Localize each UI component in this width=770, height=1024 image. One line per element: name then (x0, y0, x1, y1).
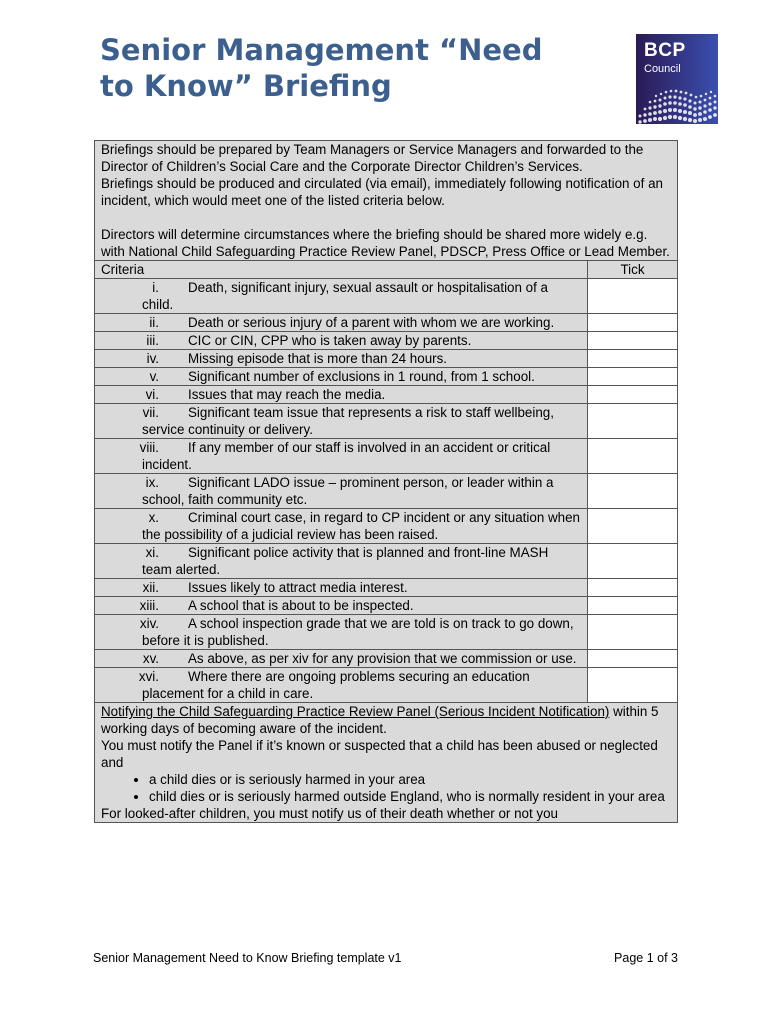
criteria-cell (95, 579, 588, 597)
briefing-table (94, 140, 678, 823)
criteria-row (95, 386, 678, 404)
intro-paragraph-3: Directors will determine circumstances where the briefing should be shared more widely e.g. with National Child Safeguarding Practice Review Panel, PDSCP, Press Office or Lead Member. (101, 227, 670, 259)
notify-heading-link: Notifying the Child Safeguarding Practice Review Panel (Serious Incident Notification) (101, 704, 610, 719)
criteria-row (95, 439, 678, 474)
tick-checkbox-cell[interactable] (588, 668, 678, 703)
notify-heading (101, 703, 671, 737)
criteria-row (95, 314, 678, 332)
tick-checkbox-cell[interactable] (588, 350, 678, 368)
criteria-number: x. (148, 510, 159, 525)
criteria-cell (95, 544, 588, 579)
criteria-header: Criteria (95, 261, 588, 279)
criteria-number: iv. (146, 351, 159, 366)
intro-paragraph-1: Briefings should be prepared by Team Managers or Service Managers and forwarded to the Director of Children’s Social Care and the Corporate Director Children’s Services. (101, 142, 644, 174)
criteria-text: Issues likely to attract media interest. (188, 580, 408, 595)
criteria-cell (95, 650, 588, 668)
criteria-text: Death or serious injury of a parent with whom we are working. (188, 315, 555, 330)
criteria-row (95, 668, 678, 703)
criteria-row (95, 615, 678, 650)
title-line-1: Senior Management “Need (100, 33, 543, 67)
tick-checkbox-cell[interactable] (588, 314, 678, 332)
criteria-number: i. (152, 280, 159, 295)
criteria-text: A school that is about to be inspected. (188, 598, 414, 613)
criteria-row (95, 279, 678, 314)
tick-checkbox-cell[interactable] (588, 279, 678, 314)
tick-checkbox-cell[interactable] (588, 597, 678, 615)
criteria-text: Issues that may reach the media. (188, 387, 386, 402)
criteria-cell (95, 615, 588, 650)
criteria-text: Significant LADO issue – prominent person, or leader within a school, faith community etc. (142, 475, 554, 507)
criteria-number: xi. (145, 545, 159, 560)
tick-checkbox-cell[interactable] (588, 509, 678, 544)
tick-checkbox-cell[interactable] (588, 368, 678, 386)
criteria-number: v. (149, 369, 159, 384)
tick-checkbox-cell[interactable] (588, 474, 678, 509)
criteria-number: vii. (142, 405, 159, 420)
criteria-cell (95, 350, 588, 368)
bcp-council-logo (636, 34, 718, 124)
criteria-cell (95, 597, 588, 615)
tick-checkbox-cell[interactable] (588, 650, 678, 668)
criteria-text: Significant number of exclusions in 1 round, from 1 school. (188, 369, 535, 384)
notify-row (95, 703, 678, 823)
criteria-number: ii. (149, 315, 159, 330)
criteria-cell (95, 332, 588, 350)
criteria-list (95, 279, 678, 703)
page-title (100, 32, 600, 104)
criteria-text: Where there are ongoing problems securing an education placement for a child in care. (142, 669, 530, 701)
criteria-cell (95, 279, 588, 314)
criteria-cell (95, 386, 588, 404)
criteria-row (95, 350, 678, 368)
criteria-header-row (95, 261, 678, 279)
criteria-text: A school inspection grade that we are told is on track to go down, before it is published. (142, 616, 574, 648)
tick-header: Tick (588, 261, 678, 279)
criteria-number: ix. (145, 475, 159, 490)
criteria-row (95, 579, 678, 597)
intro-row (95, 141, 678, 261)
tick-checkbox-cell[interactable] (588, 332, 678, 350)
notify-heading-rest: within 5 working days of becoming aware of the incident. (101, 704, 659, 736)
criteria-cell (95, 404, 588, 439)
tick-checkbox-cell[interactable] (588, 615, 678, 650)
criteria-cell (95, 509, 588, 544)
title-line-2: to Know” Briefing (100, 69, 392, 103)
criteria-cell (95, 474, 588, 509)
criteria-cell (95, 439, 588, 474)
criteria-row (95, 368, 678, 386)
notify-bullet: • child dies or is seriously harmed outside England, who is normally resident in your area (149, 788, 671, 805)
logo-subtext: Council (644, 63, 681, 75)
criteria-text: If any member of our staff is involved in an accident or critical incident. (142, 440, 551, 472)
criteria-number: viii. (139, 440, 159, 455)
notify-bullets (101, 771, 671, 805)
criteria-text: Significant police activity that is planned and front-line MASH team alerted. (142, 545, 549, 577)
tick-checkbox-cell[interactable] (588, 386, 678, 404)
criteria-row (95, 332, 678, 350)
criteria-text: Missing episode that is more than 24 hours. (188, 351, 448, 366)
footer-page-number: Page 1 of 3 (614, 951, 678, 965)
logo-text: BCP (644, 40, 686, 61)
tick-checkbox-cell[interactable] (588, 579, 678, 597)
intro-paragraph-2: Briefings should be produced and circulated (via email), immediately following notification of an incident, which would meet one of the listed criteria below. (101, 176, 663, 208)
criteria-row (95, 544, 678, 579)
criteria-text: As above, as per xiv for any provision that we commission or use. (188, 651, 577, 666)
criteria-text: CIC or CIN, CPP who is taken away by parents. (188, 333, 472, 348)
footer-template-name: Senior Management Need to Know Briefing template v1 (93, 951, 402, 965)
criteria-row (95, 597, 678, 615)
criteria-row (95, 509, 678, 544)
notify-cell (95, 703, 678, 823)
tick-checkbox-cell[interactable] (588, 439, 678, 474)
criteria-number: xv. (142, 651, 159, 666)
intro-cell (95, 141, 678, 261)
criteria-cell (95, 368, 588, 386)
notify-line-1: You must notify the Panel if it’s known or suspected that a child has been abused or neglected and (101, 738, 658, 770)
tick-checkbox-cell[interactable] (588, 404, 678, 439)
criteria-cell (95, 314, 588, 332)
notify-bullet: • a child dies or is seriously harmed in your area (149, 771, 671, 788)
criteria-text: Death, significant injury, sexual assault or hospitalisation of a child. (142, 280, 549, 312)
notify-line-2: For looked-after children, you must notify us of their death whether or not you (101, 806, 559, 821)
criteria-text: Criminal court case, in regard to CP incident or any situation when the possibility of a judicial review has been raised. (142, 510, 580, 542)
criteria-row (95, 650, 678, 668)
criteria-text: Significant team issue that represents a risk to staff wellbeing, service continuity or delivery. (142, 405, 554, 437)
tick-checkbox-cell[interactable] (588, 544, 678, 579)
criteria-number: xiv. (139, 616, 159, 631)
criteria-cell (95, 668, 588, 703)
criteria-number: xiii. (139, 598, 159, 613)
criteria-number: iii. (146, 333, 159, 348)
criteria-number: xii. (142, 580, 159, 595)
criteria-number: xvi. (138, 669, 159, 684)
criteria-number: vi. (145, 387, 159, 402)
criteria-row (95, 474, 678, 509)
criteria-row (95, 404, 678, 439)
